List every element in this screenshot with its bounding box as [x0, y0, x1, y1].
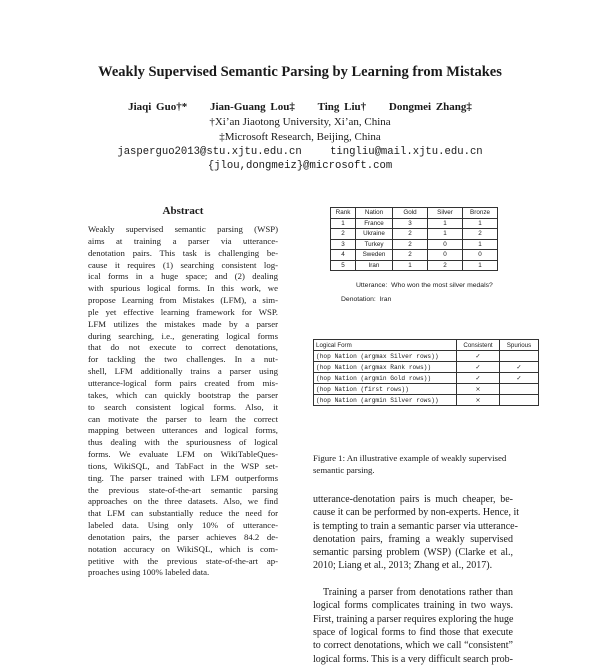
text-line: approaches on the three datasets. Also, we find [88, 496, 278, 507]
text-line: thus dealing with the spuriousness of logical [88, 437, 278, 448]
text-line: petitive with the previous state-of-the-art ap- [88, 555, 278, 566]
column-header: Nation [356, 208, 393, 219]
table-cell: 0 [428, 239, 463, 250]
mark-cell: × [457, 395, 500, 406]
table-cell: 1 [428, 218, 463, 229]
table-cell: 2 [463, 229, 498, 240]
text-line: 2010; Liang et al., 2013; Zhang et al., 2017). [313, 560, 493, 572]
author: Jiaqi Guo†* [128, 101, 188, 113]
text-line: the previous state-of-the-art semantic parsing [88, 484, 278, 495]
mark-cell: ✓ [457, 351, 500, 362]
text-line: notation accuracy on WikiSQL, which is com- [88, 543, 278, 554]
text-line: denotation pairs. This task is challenging be- [88, 247, 278, 258]
email: tingliu@mail.xjtu.edu.cn [330, 146, 483, 158]
table-cell: 0 [428, 250, 463, 261]
author: Ting Liu† [317, 101, 367, 113]
text-line: ting. The parser trained with LFM outperforms [88, 472, 278, 483]
column-header: Spurious [500, 340, 539, 351]
denotation-line [341, 296, 391, 303]
text-line: that do not execute to correct denotations, [88, 342, 278, 353]
table-header-row [331, 208, 498, 219]
logical-form-cell: (hop Nation (argmax Rank rows)) [314, 362, 457, 373]
affiliation: ‡Microsoft Research, Beijing, China [219, 131, 381, 143]
table-row [331, 218, 498, 229]
text-line: logical forms complicates training in two ways. [313, 600, 513, 612]
text-line: ical forms in a huge space; and (2) dealing [88, 271, 278, 282]
table-row [331, 250, 498, 261]
text-line: Figure 1: An illustrative example of weakly supervised [313, 453, 507, 463]
text-line: forms. We evaluate LFM on WikiTableQues- [88, 449, 278, 460]
logical-form-cell: (hop Nation (argmin Silver rows)) [314, 395, 457, 406]
table-cell: 1 [331, 218, 356, 229]
text-line: Training a parser from denotations rather than [313, 587, 513, 599]
email: jasperguo2013@stu.xjtu.edu.cn [117, 146, 302, 158]
mark-cell: ✓ [457, 373, 500, 384]
mark-cell [500, 395, 539, 406]
table-row [331, 229, 498, 240]
table-cell: 2 [393, 239, 428, 250]
table-row [314, 373, 539, 384]
column-header: Bronze [463, 208, 498, 219]
figure-caption [313, 453, 513, 477]
table-cell: 0 [463, 250, 498, 261]
table-cell: Turkey [356, 239, 393, 250]
table-row [314, 384, 539, 395]
text-line: to search consistent logical forms. Also, it [88, 401, 278, 412]
table-cell: 1 [428, 229, 463, 240]
utterance-label: Utterance: [356, 282, 388, 289]
text-line: to correct denotations, which we call “consistent” [313, 640, 513, 652]
table-cell: France [356, 218, 393, 229]
text-line: First, training a parser requires exploring the huge [313, 613, 514, 625]
text-line: LFM utilizes the mistakes made by a parser [88, 318, 278, 329]
mark-cell [500, 384, 539, 395]
author: Jian-Guang Lou‡ [209, 101, 295, 113]
text-line: logical forms. This is a very difficult search prob- [313, 653, 513, 665]
table-cell: 2 [428, 260, 463, 271]
denotation-text: Iran [379, 296, 392, 303]
email: {jlou,dongmeiz}@microsoft.com [207, 160, 393, 172]
text-line: during searching, i.e., generating logical forms [88, 330, 278, 341]
table-cell: Ukraine [356, 229, 393, 240]
table-cell: Iran [356, 260, 393, 271]
table-cell: 2 [393, 250, 428, 261]
text-line: with spurious logical forms. In this work, we [88, 283, 278, 294]
text-line: mapping between utterances and logical forms, [88, 425, 278, 436]
utterance-text: Who won the most silver medals? [391, 282, 493, 289]
text-line: is tempting to train a semantic parser via utterance- [313, 520, 518, 532]
logical-form-cell: (hop Nation (first rows)) [314, 384, 457, 395]
email-line [0, 146, 600, 158]
text-line: denotation pairs, framing a weakly supervised [313, 533, 513, 545]
text-line: utterance-denotation pairs is much cheaper, be- [313, 494, 513, 505]
logical-form-table [313, 339, 539, 406]
text-line: can motivate the parser to learn the correct [88, 413, 278, 424]
table-row [314, 351, 539, 362]
table-row [314, 395, 539, 406]
table-cell: 3 [331, 239, 356, 250]
table-cell: 4 [331, 250, 356, 261]
text-line: for tackling the two challenges. In a nut- [88, 354, 278, 365]
text-line: cause it requires (1) searching consistent log- [88, 259, 278, 270]
text-line: denotation pairs, the parser achieves 84.2 de- [88, 531, 278, 542]
text-line: labeled data. Using only 10% of utterance- [88, 520, 278, 531]
body-text [313, 493, 520, 666]
affiliation: †Xi’an Jiaotong University, Xi’an, China [209, 116, 391, 128]
table-cell: 5 [331, 260, 356, 271]
medal-table [330, 207, 498, 271]
mark-cell [500, 351, 539, 362]
table-cell: Sweden [356, 250, 393, 261]
abstract-heading: Abstract [162, 205, 204, 217]
text-line [313, 573, 513, 586]
table-cell: 1 [463, 218, 498, 229]
text-line: that LFM can substantially reduce the need for [88, 508, 278, 519]
text-line: space of logical forms to find those that execute [313, 626, 513, 638]
table-cell: 3 [393, 218, 428, 229]
mark-cell: ✓ [457, 362, 500, 373]
table-row [314, 362, 539, 373]
text-line: Weakly supervised semantic parsing (WSP) [88, 224, 278, 234]
text-line: semantic parsing problem (WSP) (Clarke et al., [313, 547, 513, 559]
column-header: Rank [331, 208, 356, 219]
logical-form-table-wrap [313, 339, 539, 406]
text-line: takes, which can quickly bootstrap the parser [88, 389, 278, 400]
mark-cell: ✓ [500, 373, 539, 384]
column-header: Gold [393, 208, 428, 219]
logical-form-cell: (hop Nation (argmin Gold rows)) [314, 373, 457, 384]
mark-cell: ✓ [500, 362, 539, 373]
logical-form-cell: (hop Nation (argmax Silver rows)) [314, 351, 457, 362]
text-line: proaches using 100% labeled data. [88, 567, 210, 578]
text-line: aims at training a parser via utterance- [88, 235, 278, 246]
author: Dongmei Zhang‡ [388, 101, 472, 113]
table-row [331, 239, 498, 250]
table-cell: 2 [393, 229, 428, 240]
abstract-text [88, 224, 278, 579]
column-header: Silver [428, 208, 463, 219]
column-header: Consistent [457, 340, 500, 351]
denotation-label: Denotation: [341, 296, 376, 303]
table-cell: 2 [331, 229, 356, 240]
table-cell: 1 [463, 239, 498, 250]
table-cell: 1 [393, 260, 428, 271]
table-row [331, 260, 498, 271]
text-line: ple yet effective learning framework for WSP. [88, 306, 278, 317]
text-line: shell, LFM additionally trains a parser using [88, 366, 278, 377]
table-header-row [314, 340, 539, 351]
author-list [0, 101, 600, 113]
table-cell: 1 [463, 260, 498, 271]
utterance-line [356, 282, 493, 289]
text-line: utterance-logical form pairs created from mis- [88, 377, 278, 388]
mark-cell: × [457, 384, 500, 395]
paper-title: Weakly Supervised Semantic Parsing by Learning from Mistakes [98, 64, 502, 80]
column-header: Logical Form [314, 340, 457, 351]
text-line: propose Learning from Mistakes (LFM), a sim- [88, 295, 278, 306]
text-line: tions, WikiSQL, and TabFact in the WSP set- [88, 460, 278, 471]
figure-1 [330, 207, 498, 271]
text-line: cause it can be performed by non-experts. Hence, it [313, 507, 520, 519]
text-line: semantic parsing. [313, 464, 375, 475]
